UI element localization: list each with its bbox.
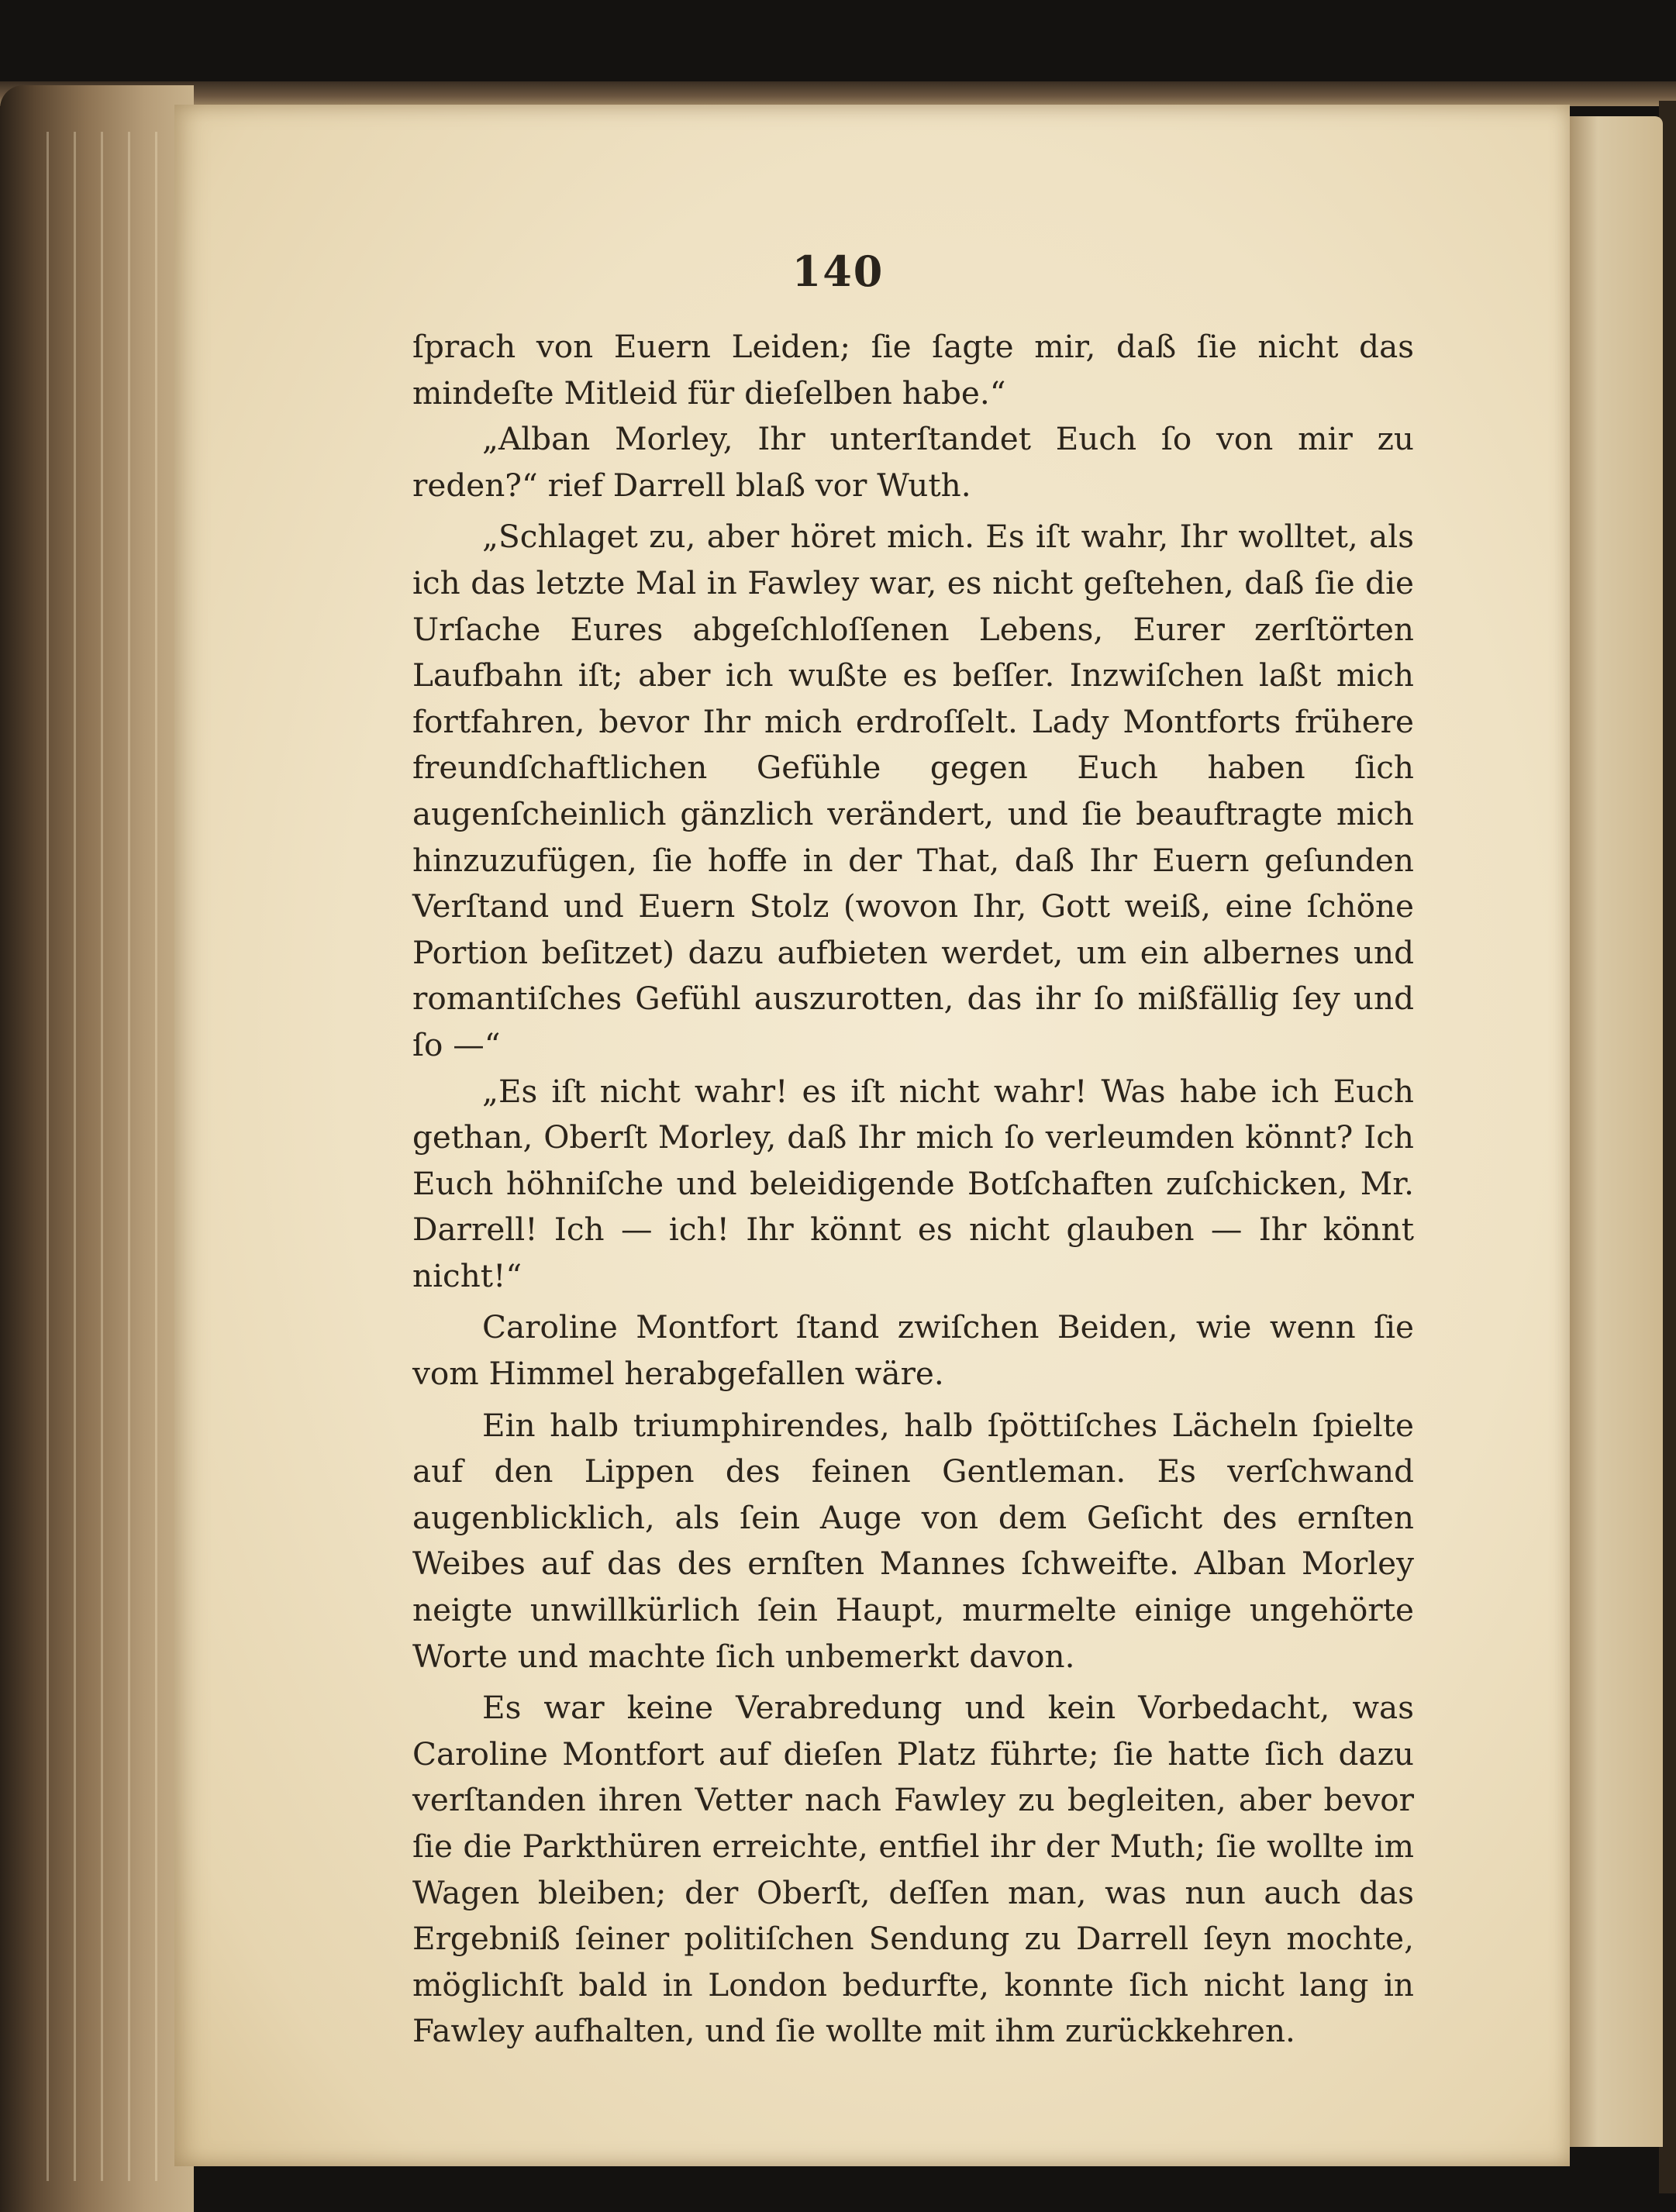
paragraph: ſprach von Euern Leiden; ſie ſagte mir, daß ſie nicht das mindeſte Mitleid für dieſelben habe.“ (412, 328, 1414, 412)
adjacent-page-edge (1570, 116, 1663, 2147)
book-top-edge (0, 81, 1676, 106)
paragraph: „Alban Morley, Ihr unterſtandet Euch ſo von mir zu reden?“ rief Darrell blaß vor Wuth. (412, 420, 1414, 504)
paragraph: Es war keine Verabredung und kein Vorbedacht, was Caroline Montfort auf dieſen Platz führte; ſie hatte ſich dazu verſtanden ihren Vetter nach Fawley zu begleiten, aber bevor ſie die Parkthüren erreichte, entfiel ihr der Muth; ſie wollte im Wagen bleiben; der Oberſt, deſſen man, was nun auch das Ergebniß ſeiner politiſchen Sendung zu Darrell ſeyn mochte, möglichſt bald in London bedurfte, konnte ſich nicht lang in Fawley aufhalten, und ſie wollte mit ihm zurückkehren. (412, 1689, 1414, 2050)
page-text (412, 324, 1414, 2055)
paragraph: „Es iſt nicht wahr! es iſt nicht wahr! Was habe ich Euch gethan, Oberſt Morley, daß Ihr mich ſo verleumden könnt? Ich Euch höhniſche und beleidigende Botſchaften zuſchicken, Mr. Darrell! Ich — ich! Ihr könnt es nicht glauben — Ihr könnt nicht!“ (412, 1072, 1414, 1294)
paragraph: „Schlaget zu, aber höret mich. Es iſt wahr, Ihr wolltet, als ich das letzte Mal in Fawley war, es nicht geſtehen, daß ſie die Urſache Eures abgeſchloſſenen Lebens, Eurer zerſtörten Laufbahn iſt; aber ich wußte es beſſer. Inzwiſchen laßt mich fortfahren, bevor Ihr mich erdroſſelt. Lady Montforts frühere freundſchaftlichen Gefühle gegen Euch haben ſich augenſcheinlich gänzlich verändert, und ſie beauftragte mich hinzuzufügen, ſie hoffe in der That, daß Ihr Euern geſunden Verſtand und Euern Stolz (wovon Ihr, Gott weiß, eine ſchöne Portion beſitzet) dazu aufbieten werdet, um ein albernes und romantiſches Gefühl auszurotten, das ihr ſo mißfällig ſey und ſo —“ (412, 518, 1414, 1063)
paragraph: Ein halb triumphirendes, halb ſpöttiſches Lächeln ſpielte auf den Lippen des feinen Gentleman. Es verſchwand augenblicklich, als ſein Auge von dem Geſicht des ernſten Weibes auf das des ernſten Mannes ſchweifte. Alban Morley neigte unwillkürlich ſein Haupt, murmelte einige ungehörte Worte und machte ſich unbemerkt davon. (412, 1406, 1414, 1675)
paragraph: Caroline Montfort ſtand zwiſchen Beiden, wie wenn ſie vom Himmel herabgefallen wäre. (412, 1308, 1414, 1393)
page-number: 140 (791, 246, 885, 296)
book-page-edges (0, 85, 194, 2212)
